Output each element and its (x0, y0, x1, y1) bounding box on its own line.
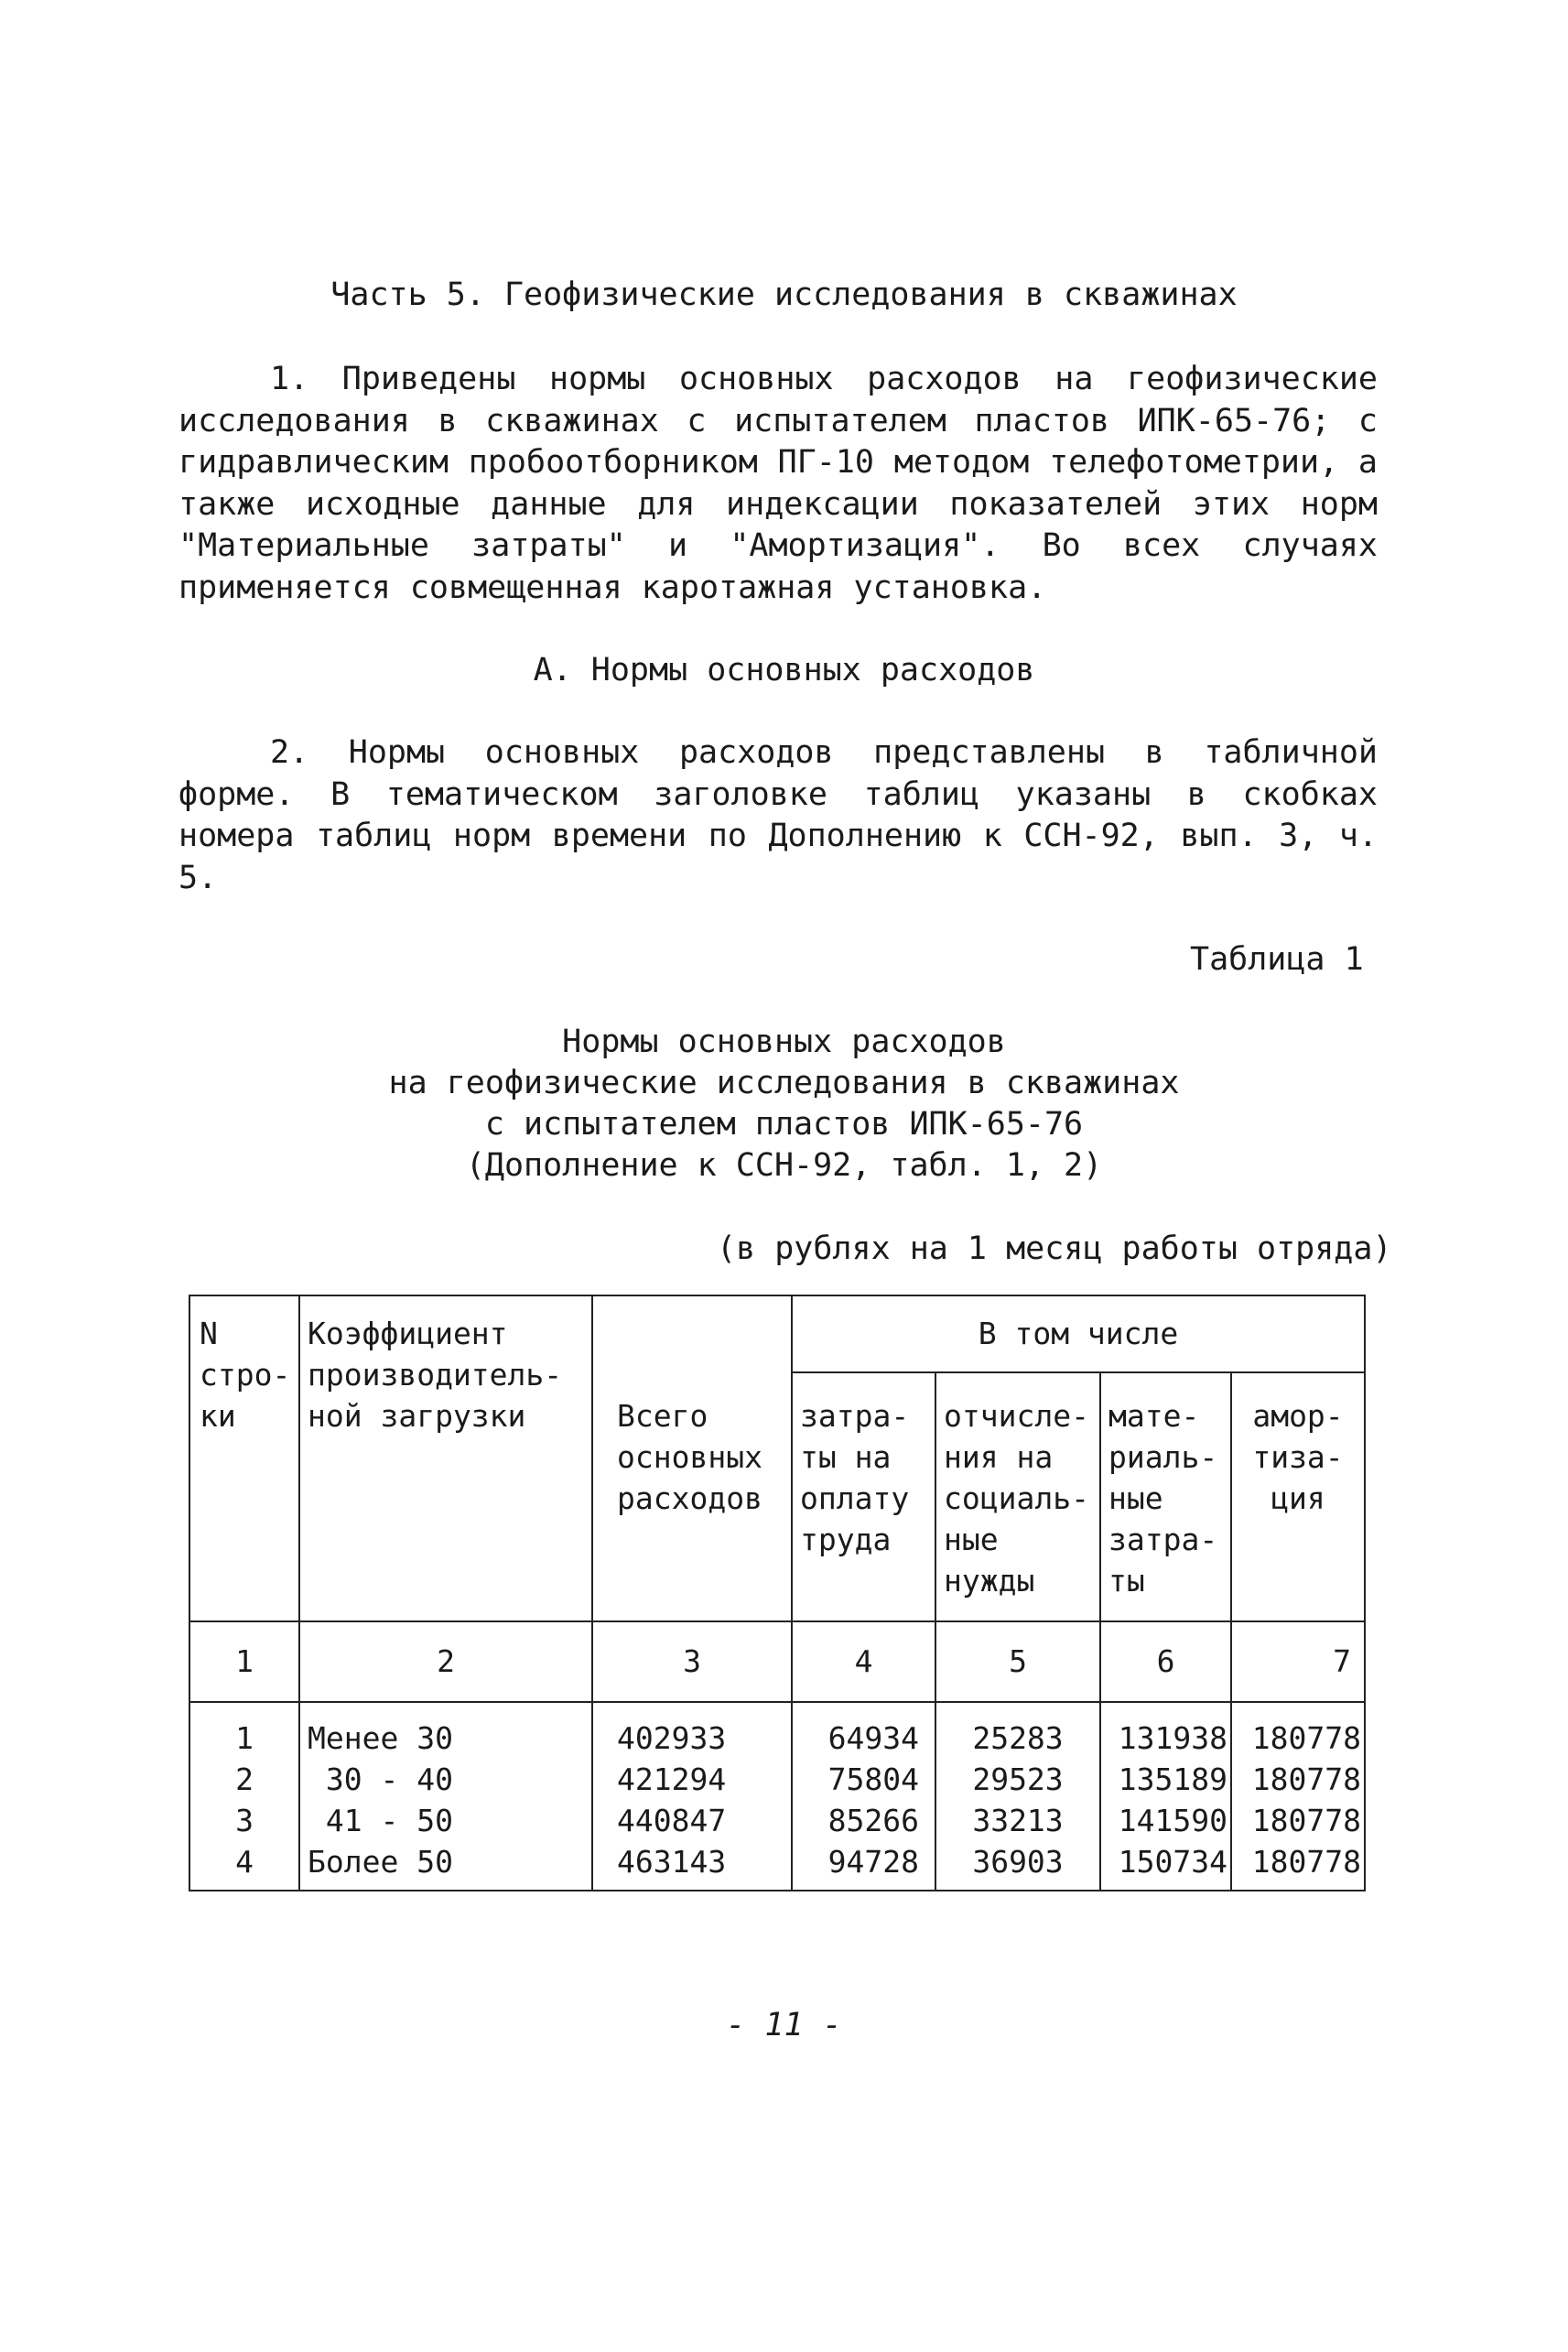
header-coefficient-2: производитель- (308, 1357, 563, 1393)
table-units: (в рублях на 1 месяц работы отряда) (717, 1230, 1392, 1267)
column-number-6: 6 (1156, 1643, 1175, 1679)
header-labor-1: затра- (800, 1398, 910, 1434)
table-label: Таблица 1 (1190, 941, 1364, 978)
cell-labor: 64934 (827, 1720, 919, 1756)
cell-labor: 94728 (827, 1844, 919, 1880)
cell-social: 36903 (972, 1844, 1064, 1880)
header-social-4: ные (944, 1522, 999, 1557)
header-row-number-1: N (200, 1316, 218, 1351)
table-top-border (189, 1295, 1366, 1296)
header-row-number-3: ки (200, 1398, 236, 1434)
cell-row-number: 1 (235, 1720, 254, 1756)
column-number-2: 2 (437, 1643, 455, 1679)
part-title: Часть 5. Геофизические исследования в скважинах (330, 276, 1238, 313)
cell-material: 135189 (1118, 1761, 1227, 1797)
paragraph-1: 1. Приведены нормы основных расходов на геофизические исследования в скважинах с испытателем пластов ИПК-65-76; с гидравлическим пробоотборником ПГ-10 методом телефотометрии, а также исходные данные для индексации показателей этих норм "Материальные затраты" и "Амортизация". Во всех случаях применяется совмещенная каротажная установка. (178, 361, 1378, 606)
table-title-line-4: (Дополнение к ССН-92, табл. 1, 2) (465, 1147, 1103, 1184)
column-number-7: 7 (1333, 1643, 1351, 1679)
section-a-heading: А. Нормы основных расходов (533, 652, 1035, 688)
col-divider-2 (591, 1295, 593, 1891)
header-row-number-2: стро- (200, 1357, 291, 1393)
header-total-3: расходов (617, 1480, 762, 1516)
cell-labor: 85266 (827, 1803, 919, 1838)
header-material-5: ты (1108, 1563, 1145, 1599)
cell-row-number: 3 (235, 1803, 254, 1838)
cell-social: 25283 (972, 1720, 1064, 1756)
header-material-3: ные (1108, 1480, 1163, 1516)
cell-total: 463143 (617, 1844, 727, 1880)
header-labor-2: ты на (800, 1439, 892, 1475)
cell-amortization: 180778 (1251, 1720, 1361, 1756)
column-number-4: 4 (854, 1643, 873, 1679)
table-right-border (1364, 1295, 1366, 1891)
cell-social: 29523 (972, 1761, 1064, 1797)
cell-total: 421294 (617, 1761, 727, 1797)
table-bottom-border (189, 1890, 1366, 1891)
header-total-1: Всего (617, 1398, 708, 1434)
column-numbers-rule (189, 1701, 1366, 1703)
cell-amortization: 180778 (1251, 1803, 1361, 1838)
table-title-line-3: с испытателем пластов ИПК-65-76 (484, 1106, 1084, 1143)
header-material-2: риаль- (1108, 1439, 1218, 1475)
header-social-5: нужды (944, 1563, 1035, 1599)
header-amortization-3: ция (1271, 1480, 1325, 1516)
group-header-rule (791, 1371, 1366, 1373)
cell-row-number: 4 (235, 1844, 254, 1880)
header-bottom-rule (189, 1620, 1366, 1622)
paragraph-2: 2. Нормы основных расходов представлены в табличной форме. В тематическом заголовке таблиц указаны в скобках номера таблиц норм времени по Дополнению к ССН-92, вып. 3, ч. 5. (178, 734, 1378, 896)
header-social-1: отчисле- (944, 1398, 1089, 1434)
cell-labor: 75804 (827, 1761, 919, 1797)
column-number-3: 3 (683, 1643, 701, 1679)
cell-material: 141590 (1118, 1803, 1227, 1838)
page-number: - 11 - (726, 2007, 842, 2043)
col-divider-1 (298, 1295, 300, 1891)
header-group-including: В том числе (978, 1316, 1179, 1351)
header-material-4: затра- (1108, 1522, 1218, 1557)
cell-material: 131938 (1118, 1720, 1227, 1756)
header-material-1: мате- (1108, 1398, 1200, 1434)
cell-row-number: 2 (235, 1761, 254, 1797)
header-amortization-2: тиза- (1252, 1439, 1344, 1475)
cell-total: 402933 (617, 1720, 727, 1756)
norms-table (189, 1295, 1366, 2352)
header-social-2: ния на (944, 1439, 1054, 1475)
header-labor-4: труда (800, 1522, 892, 1557)
table-title-line-2: на геофизические исследования в скважинах (388, 1065, 1180, 1101)
cell-amortization: 180778 (1251, 1844, 1361, 1880)
cell-coefficient: 41 - 50 (308, 1803, 453, 1838)
cell-total: 440847 (617, 1803, 727, 1838)
header-coefficient-1: Коэффициент (308, 1316, 508, 1351)
header-total-2: основных (617, 1439, 762, 1475)
cell-social: 33213 (972, 1803, 1064, 1838)
cell-coefficient: Менее 30 (308, 1720, 453, 1756)
header-amortization-1: амор- (1252, 1398, 1344, 1434)
column-number-1: 1 (235, 1643, 254, 1679)
cell-material: 150734 (1118, 1844, 1227, 1880)
header-coefficient-3: ной загрузки (308, 1398, 526, 1434)
cell-amortization: 180778 (1251, 1761, 1361, 1797)
cell-coefficient: Более 50 (308, 1844, 453, 1880)
column-number-5: 5 (1009, 1643, 1027, 1679)
header-social-3: социаль- (944, 1480, 1089, 1516)
table-title-line-1: Нормы основных расходов (562, 1024, 1006, 1060)
cell-coefficient: 30 - 40 (308, 1761, 453, 1797)
header-labor-3: оплату (800, 1480, 910, 1516)
